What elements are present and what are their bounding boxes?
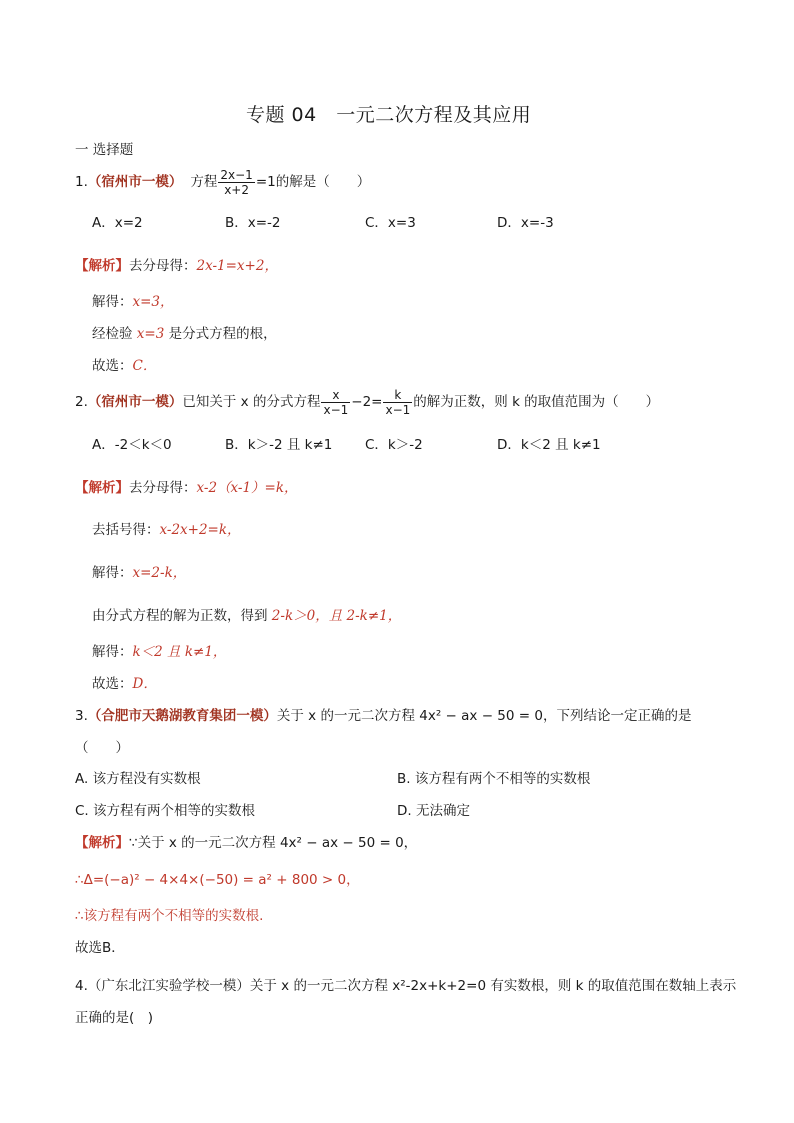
q3-number: 3. [75,708,88,724]
q1-fraction [218,168,254,197]
q2-option-c: C．k＞-2 [365,437,423,453]
q2-line6-math: D． [132,676,157,692]
q2-frac2-numerator: k [383,388,412,403]
q3-source: （合肥市天鹅湖教育集团一模） [87,708,277,724]
q1-frac-denominator: x+2 [224,183,249,197]
q1-analysis-line-3 [92,326,277,342]
q2-line4-math: 2-k＞0，且 2-k≠1， [271,608,402,624]
q1-analysis-line-2 [92,294,174,310]
q1-stem-post: =1的解是（ ） [255,174,371,191]
q2-analysis-label: 【解析】 [75,480,129,496]
q2-analysis-line-3 [92,565,186,581]
q2-analysis-line-4 [92,608,401,624]
q1-stem-pre: 方程 [190,174,218,191]
q1-line3-math: x=3 [136,326,165,342]
q4-stem-line-2: 正确的是( ) [75,1010,154,1026]
question-3-stem [75,708,691,724]
q2-option-d: D．k＜2 且 k≠1 [497,437,601,453]
q2-line6-text: 故选： [92,676,133,692]
q4-stem-text: 关于 x 的一元二次方程 x²-2x+k+2=0 有实数根，则 k 的取值范围在数轴上表示 [249,978,737,994]
q2-line1-math: x-2（x-1）=k， [196,480,298,496]
q2-analysis-line-6 [92,676,157,692]
q1-source: （宿州市一模） [87,174,183,191]
q2-stem-post: 的解为正数，则 k 的取值范围为（ ） [413,394,660,411]
q3-option-a: A. 该方程没有实数根 [75,771,201,787]
q2-line4-text: 由分式方程的解为正数，得到 [92,608,272,624]
q3-option-c: C. 该方程有两个相等的实数根 [75,803,256,819]
q2-line5-math: k＜2 且 k≠1， [132,644,227,660]
q1-option-b: B．x=-2 [225,215,281,231]
q1-frac-numerator: 2x−1 [220,168,253,182]
q3-option-d: D. 无法确定 [397,803,470,819]
q1-line2-text: 解得： [92,294,133,310]
q2-line3-text: 解得： [92,565,133,581]
q3-analysis-line-1 [75,835,417,851]
q1-line1-math: 2x-1=x+2， [196,258,278,274]
q2-frac1-numerator: x [321,388,350,403]
q2-option-b: B．k＞-2 且 k≠1 [225,437,333,453]
q2-stem-mid: −2= [351,394,383,411]
q2-line5-text: 解得： [92,644,133,660]
q4-number: 4. [75,978,88,994]
q2-fraction-1 [321,388,350,417]
q4-source: （广东北江实验学校一模） [87,978,250,994]
q3-option-b: B. 该方程有两个不相等的实数根 [397,771,591,787]
question-2-stem [75,388,659,417]
q1-line4-math: C． [132,358,157,374]
q1-analysis-line-4 [92,358,156,374]
q2-fraction-2 [383,388,412,417]
q1-line2-math: x=3， [132,294,174,310]
q2-number: 2. [75,394,88,411]
q2-frac2-denominator: x−1 [385,403,411,417]
q1-option-c: C．x=3 [365,215,416,231]
q3-analysis-line-2: ∴Δ=(−a)² − 4×4×(−50) = a² + 800 > 0， [75,872,360,888]
q2-line2-text: 去括号得： [92,522,160,538]
q2-analysis-line-5 [92,644,226,660]
q3-paren: （ ） [75,740,129,756]
q2-line2-math: x-2x+2=k， [159,522,241,538]
q2-stem-pre: 已知关于 x 的分式方程 [182,394,321,411]
question-4-stem [75,978,736,994]
q2-source: （宿州市一模） [87,394,183,411]
q2-frac1-denominator: x−1 [323,403,349,417]
q1-line3-text: 经检验 [92,326,137,342]
q2-option-a: A．-2＜k＜0 [92,437,172,453]
q3-analysis-label: 【解析】 [75,835,129,851]
q3-analysis-line-4: 故选B． [75,940,125,956]
q1-option-a: A．x=2 [92,215,143,231]
q2-analysis-line-2 [92,522,241,538]
question-1-stem [75,168,370,197]
q3-line1-text: ∵关于 x 的一元二次方程 4x² − ax − 50 = 0， [129,835,418,851]
q2-analysis-line-1 [75,480,298,496]
page-title: 专题 04 一元二次方程及其应用 [246,104,532,126]
q1-analysis-label: 【解析】 [75,258,129,274]
q2-line1-text: 去分母得： [129,480,197,496]
q1-analysis-line-1 [75,258,278,274]
q3-stem-text: 关于 x 的一元二次方程 4x² − ax − 50 = 0，下列结论一定正确的是 [276,708,692,724]
q1-line1-text: 去分母得： [129,258,197,274]
q1-option-d: D．x=-3 [497,215,554,231]
section-heading: 一 选择题 [75,142,134,158]
q3-analysis-line-3: ∴该方程有两个不相等的实数根. [75,908,264,924]
q1-number: 1. [75,174,88,191]
q1-line4-text: 故选： [92,358,133,374]
q1-line3-post: 是分式方程的根， [164,326,277,342]
q2-line3-math: x=2-k， [132,565,187,581]
